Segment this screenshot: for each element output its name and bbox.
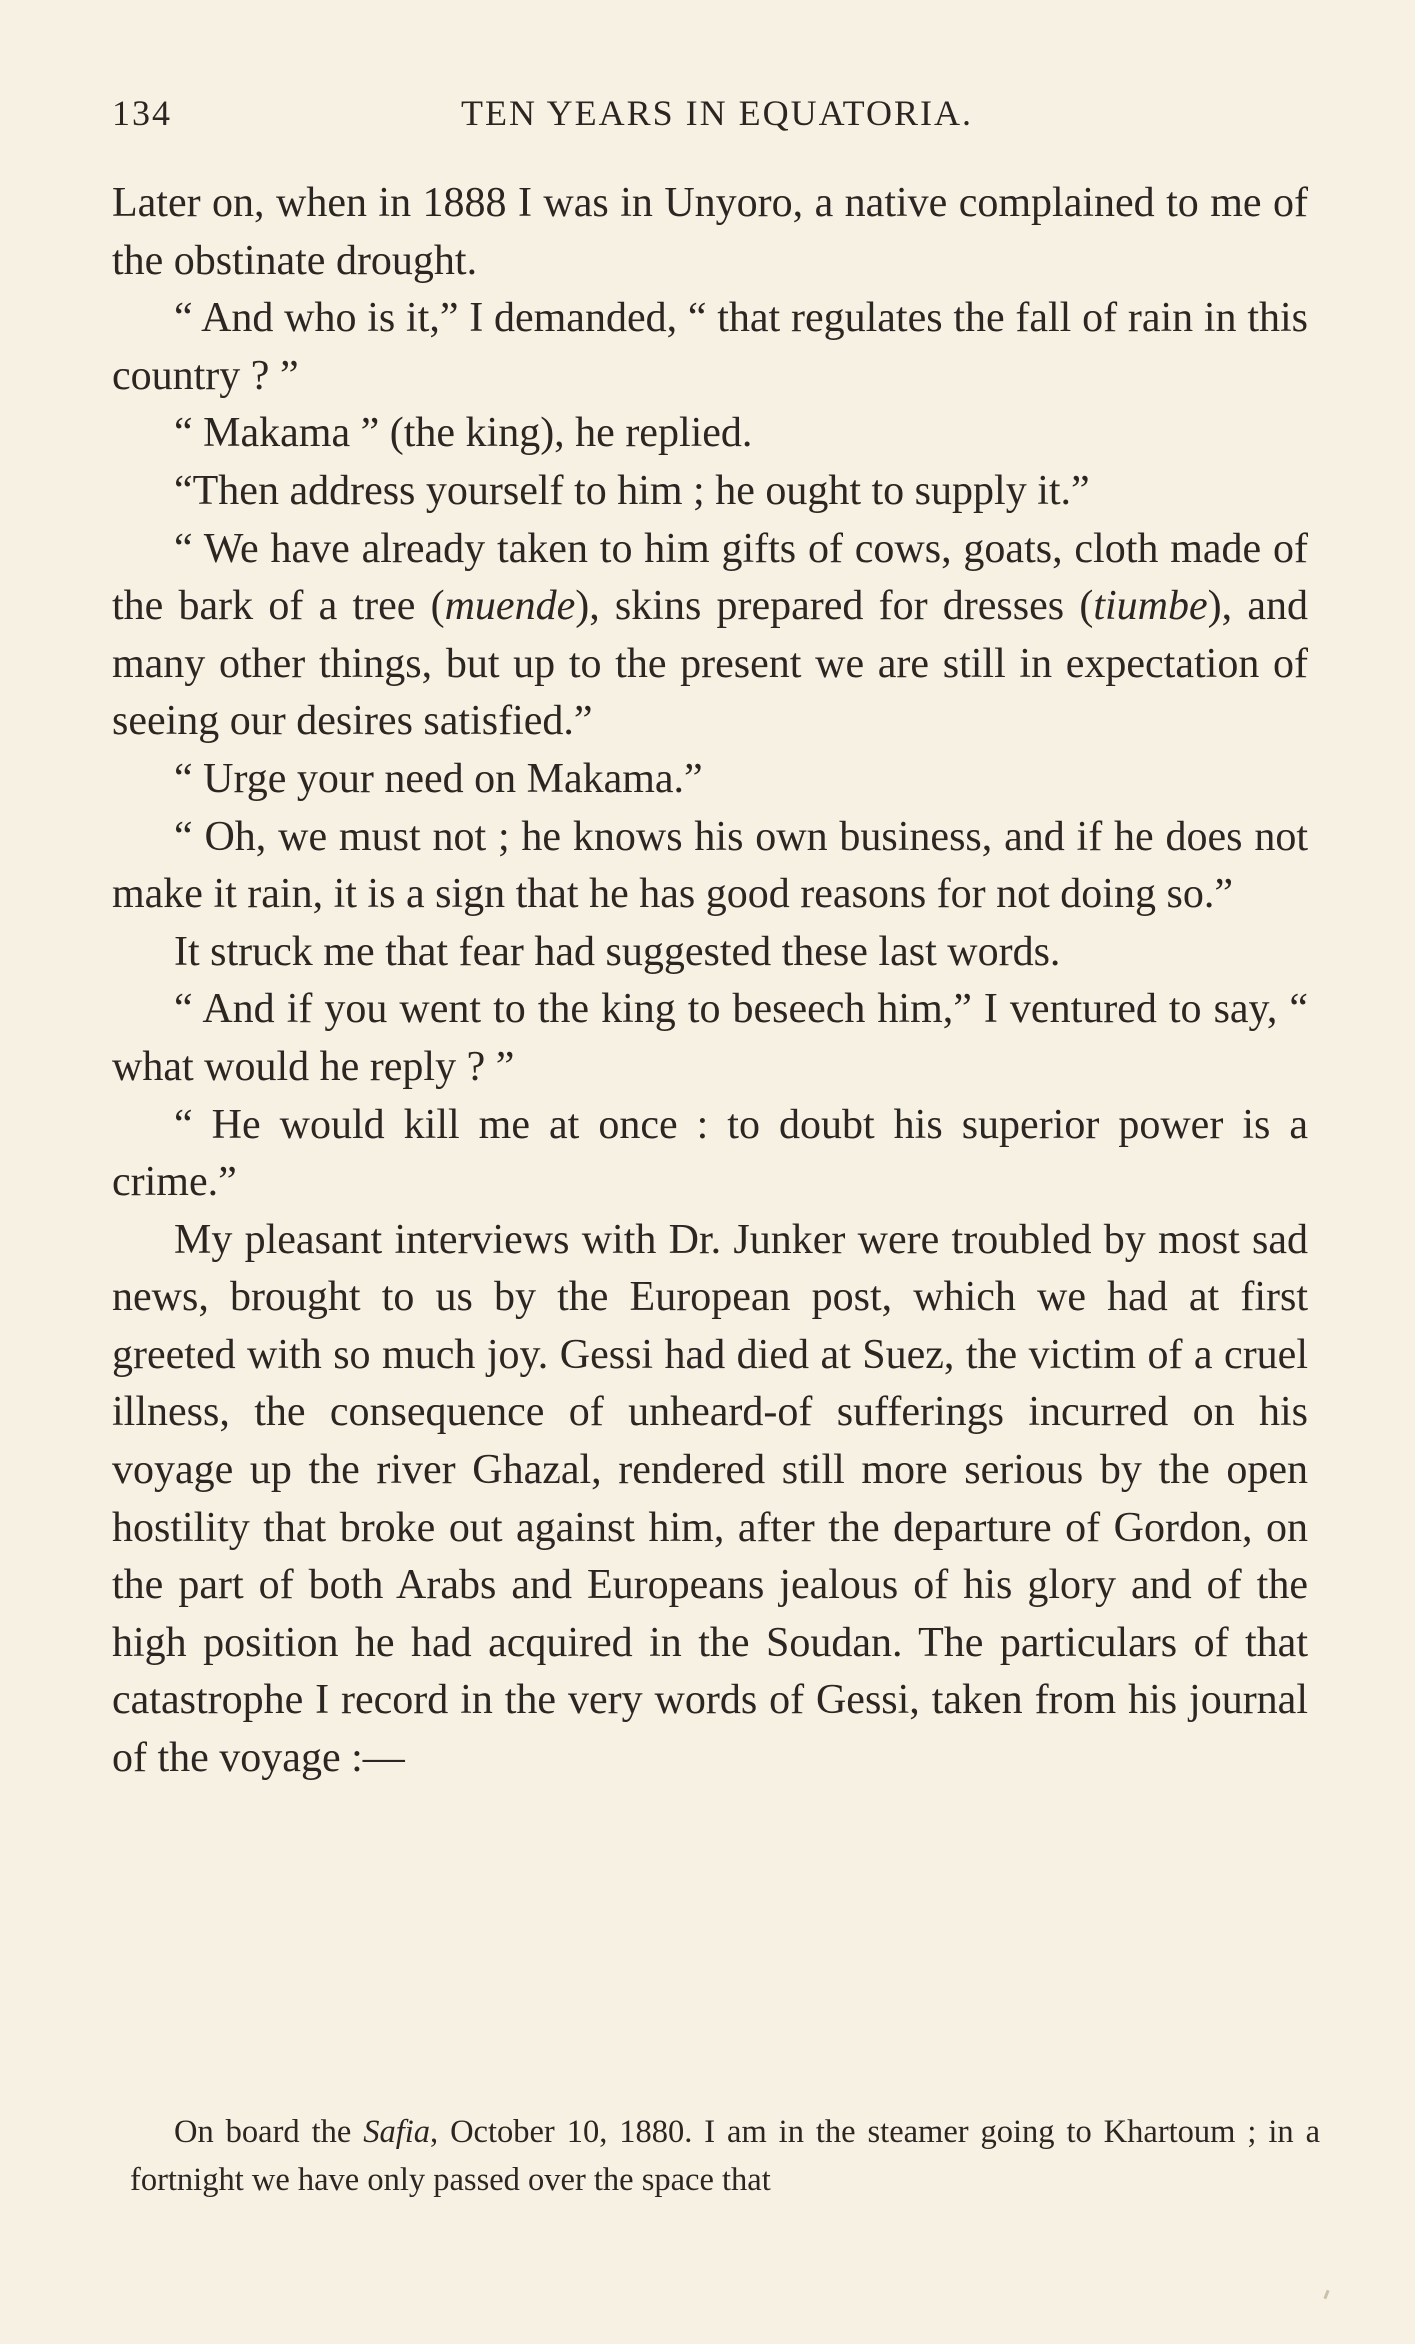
text-run: Later on, when in 1888 I was in Unyoro, a native complained to me of the obstinate drought.	[112, 180, 1308, 284]
body-paragraph	[112, 751, 1308, 809]
text-run: “Then address yourself to him ; he ought to supply it.”	[174, 467, 1090, 514]
text-run: On board the	[174, 2114, 364, 2150]
body-paragraph	[112, 924, 1308, 982]
body-paragraph	[112, 809, 1308, 924]
body-paragraph	[112, 1212, 1308, 1788]
text-run: “ Makama ” (the king), he replied.	[174, 410, 753, 457]
body-paragraph	[112, 175, 1308, 290]
body-paragraph	[112, 405, 1308, 463]
extract-paragraph	[130, 2108, 1320, 2204]
text-run: “ He would kill me at once : to doubt his superior power is a crime.”	[112, 1101, 1308, 1206]
text-run: It struck me that fear had suggested these last words.	[174, 928, 1061, 975]
text-run: “ Urge your need on Makama.”	[174, 755, 703, 802]
text-run: ), and many other things, but up to the present we are still in expectation of seeing our desires satisfied.”	[112, 583, 1308, 745]
journal-extract	[130, 2108, 1320, 2204]
body-paragraph	[112, 1097, 1308, 1212]
text-run: “ And who is it,” I demanded, “ that regulates the fall of rain in this country ? ”	[112, 295, 1308, 399]
text-run: “ Oh, we must not ; he knows his own business, and if he does not make it rain, it is a sign that he has good reasons for not doing so.”	[112, 813, 1308, 918]
text-run: “ We have already taken to him gifts of cows, goats, cloth made of the bark of a tree (	[112, 525, 1308, 630]
page-header	[112, 92, 1322, 140]
italic-term: tiumbe	[1093, 583, 1208, 630]
text-run: My pleasant interviews with Dr. Junker were troubled by most sad news, brought to us by the European post, which we had at first greeted with so much joy. Gessi had died at Suez, the victim of a cruel illness, the consequence of unheard-of sufferings incurred on his voyage up the river Ghazal, rendered still more serious by the open hostility that broke out against him, after the departure of Gordon, on the part of both Arabs and Europeans jealous of his glory and of the high position he had acquired in the Soudan. The particulars of that catastrophe I record in the very words of Gessi, taken from his journal of the voyage :—	[112, 1216, 1308, 1782]
paper-speck	[1323, 2290, 1329, 2299]
body-paragraph	[112, 981, 1308, 1096]
italic-term: muende	[444, 583, 576, 630]
running-title: TEN YEARS IN EQUATORIA.	[461, 93, 973, 133]
page-number: 134	[112, 93, 172, 133]
body-paragraph	[112, 290, 1308, 405]
text-run: , October 10, 1880. I am in the steamer going to Khartoum ; in a fortnight we have only passed over the space that	[130, 2114, 1320, 2198]
body-paragraph	[112, 463, 1308, 521]
body-paragraph	[112, 521, 1308, 751]
text-run: ), skins prepared for dresses (	[575, 583, 1094, 630]
text-run: “ And if you went to the king to beseech him,” I ventured to say, “ what would he reply ? ”	[112, 986, 1308, 1090]
body-text	[112, 175, 1308, 1788]
italic-term: Safia	[363, 2114, 431, 2150]
